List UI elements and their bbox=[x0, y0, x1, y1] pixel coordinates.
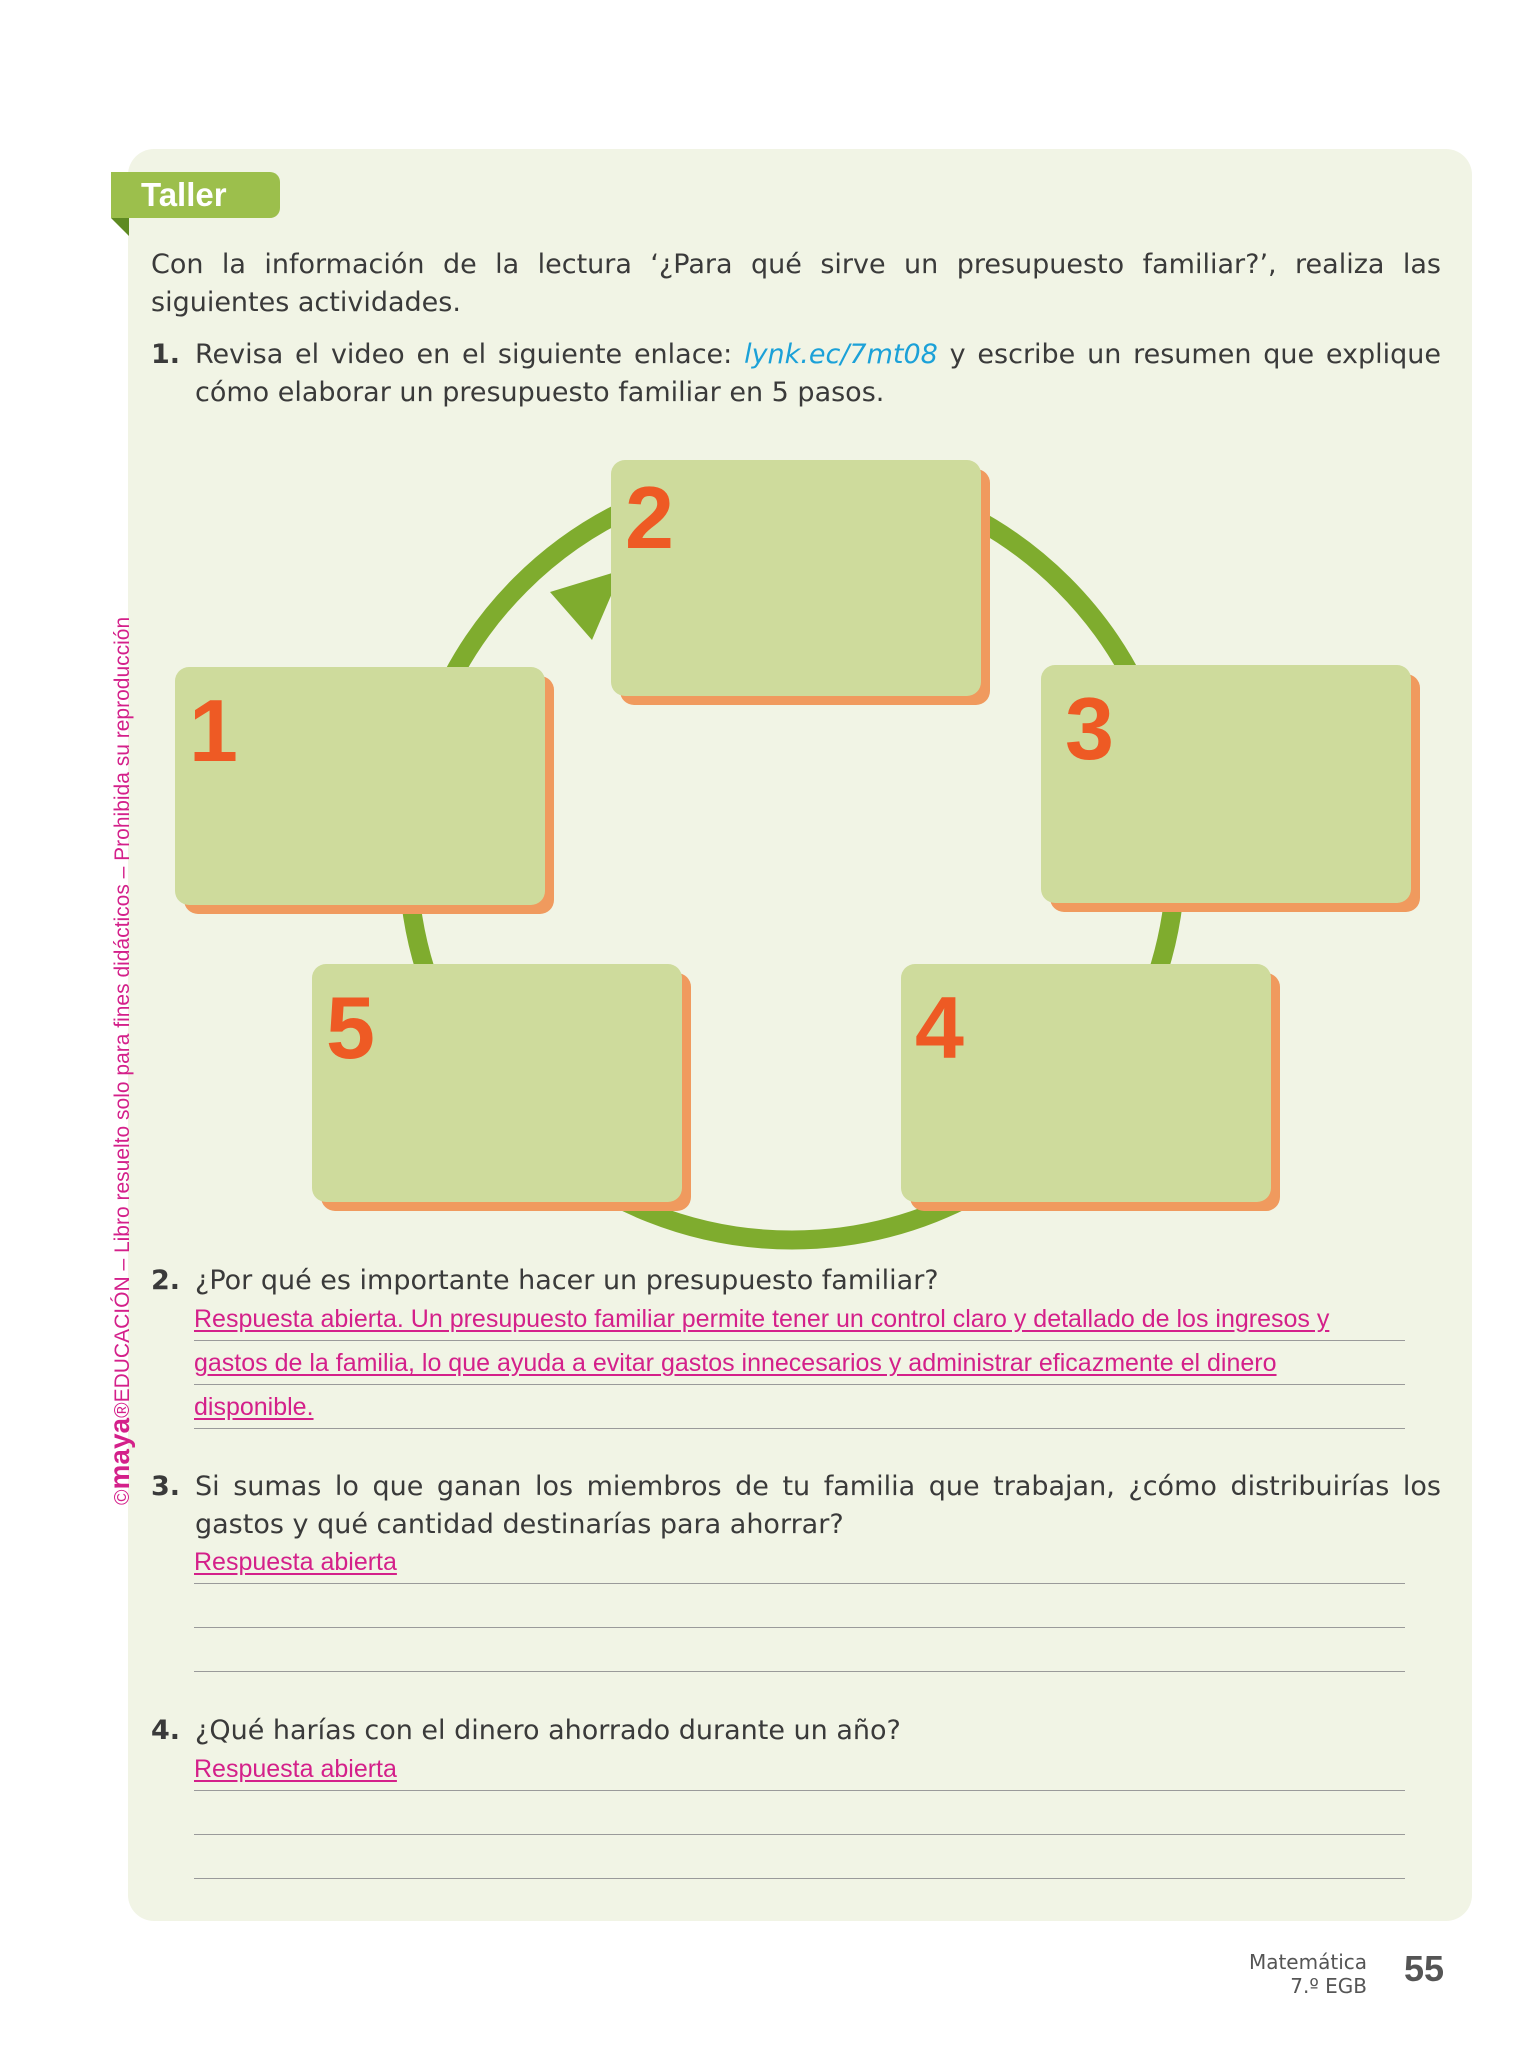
answer-text: Respuesta abierta bbox=[194, 1548, 397, 1576]
step-box-4[interactable] bbox=[901, 964, 1271, 1202]
answer-line[interactable] bbox=[194, 1792, 1405, 1835]
question-2 bbox=[151, 1262, 1441, 1300]
step-box-1[interactable] bbox=[175, 667, 545, 905]
subject-name: Matemática bbox=[1248, 1950, 1367, 1974]
answer-line[interactable] bbox=[194, 1298, 1405, 1341]
question-number: 1. bbox=[151, 339, 181, 370]
brand-logo: maya bbox=[104, 1417, 135, 1490]
answer-text: Respuesta abierta. Un presupuesto familiar permite tener un control claro y detallado de los ingresos y bbox=[194, 1305, 1330, 1333]
copyright-notice: EDUCACIÓN – Libro resuelto solo para fines didácticos – Prohibida su reproducción bbox=[111, 616, 134, 1403]
answer-text: gastos de la familia, lo que ayuda a evitar gastos innecesarios y administrar eficazmente el dinero bbox=[194, 1349, 1277, 1377]
answer-line[interactable] bbox=[194, 1836, 1405, 1879]
question-text: ¿Qué harías con el dinero ahorrado durante un año? bbox=[195, 1715, 901, 1746]
answer-line[interactable] bbox=[194, 1629, 1405, 1672]
question-4 bbox=[151, 1712, 1441, 1750]
step-number: 3 bbox=[1065, 679, 1114, 778]
question-number: 2. bbox=[151, 1265, 181, 1296]
question-text-start: Revisa el video en el siguiente enlace: bbox=[195, 339, 745, 370]
question-text: Si sumas lo que ganan los miembros de tu familia que trabajan, ¿cómo distribuirías los gastos y qué cantidad destinarías para ahorrar? bbox=[195, 1471, 1441, 1540]
answer-line[interactable] bbox=[194, 1585, 1405, 1628]
video-link[interactable]: lynk.ec/7mt08 bbox=[744, 339, 938, 370]
step-number: 1 bbox=[189, 681, 238, 780]
question-text-end: y escribe un resumen que explique cómo elaborar un presupuesto familiar en 5 pasos. bbox=[195, 339, 1441, 408]
step-box-2[interactable] bbox=[611, 460, 981, 696]
answer-line[interactable] bbox=[194, 1748, 1405, 1791]
answer-text: disponible. bbox=[194, 1393, 314, 1421]
intro-text: Con la información de la lectura ‘¿Para qué sirve un presupuesto familiar?’, realiza las siguientes actividades. bbox=[151, 249, 1441, 318]
registered-mark: ® bbox=[111, 1402, 134, 1418]
page-number: 55 bbox=[1404, 1948, 1445, 1989]
step-number: 2 bbox=[625, 468, 674, 567]
answer-line[interactable] bbox=[194, 1342, 1405, 1385]
answer-line[interactable] bbox=[194, 1386, 1405, 1429]
step-box-5[interactable] bbox=[312, 964, 682, 1202]
footer-subject bbox=[1249, 1950, 1367, 1998]
section-tag: Taller bbox=[111, 172, 280, 218]
answer-line[interactable] bbox=[194, 1541, 1405, 1584]
question-3 bbox=[151, 1468, 1441, 1544]
step-number: 4 bbox=[915, 978, 964, 1077]
step-number: 5 bbox=[326, 978, 375, 1077]
question-number: 3. bbox=[151, 1471, 181, 1502]
answer-text: Respuesta abierta bbox=[194, 1755, 397, 1783]
grade-level: 7.º EGB bbox=[1290, 1974, 1367, 1998]
question-number: 4. bbox=[151, 1715, 181, 1746]
copyright-symbol: © bbox=[111, 1489, 134, 1505]
step-box-3[interactable] bbox=[1041, 665, 1411, 903]
question-text: ¿Por qué es importante hacer un presupuesto familiar? bbox=[195, 1265, 939, 1296]
